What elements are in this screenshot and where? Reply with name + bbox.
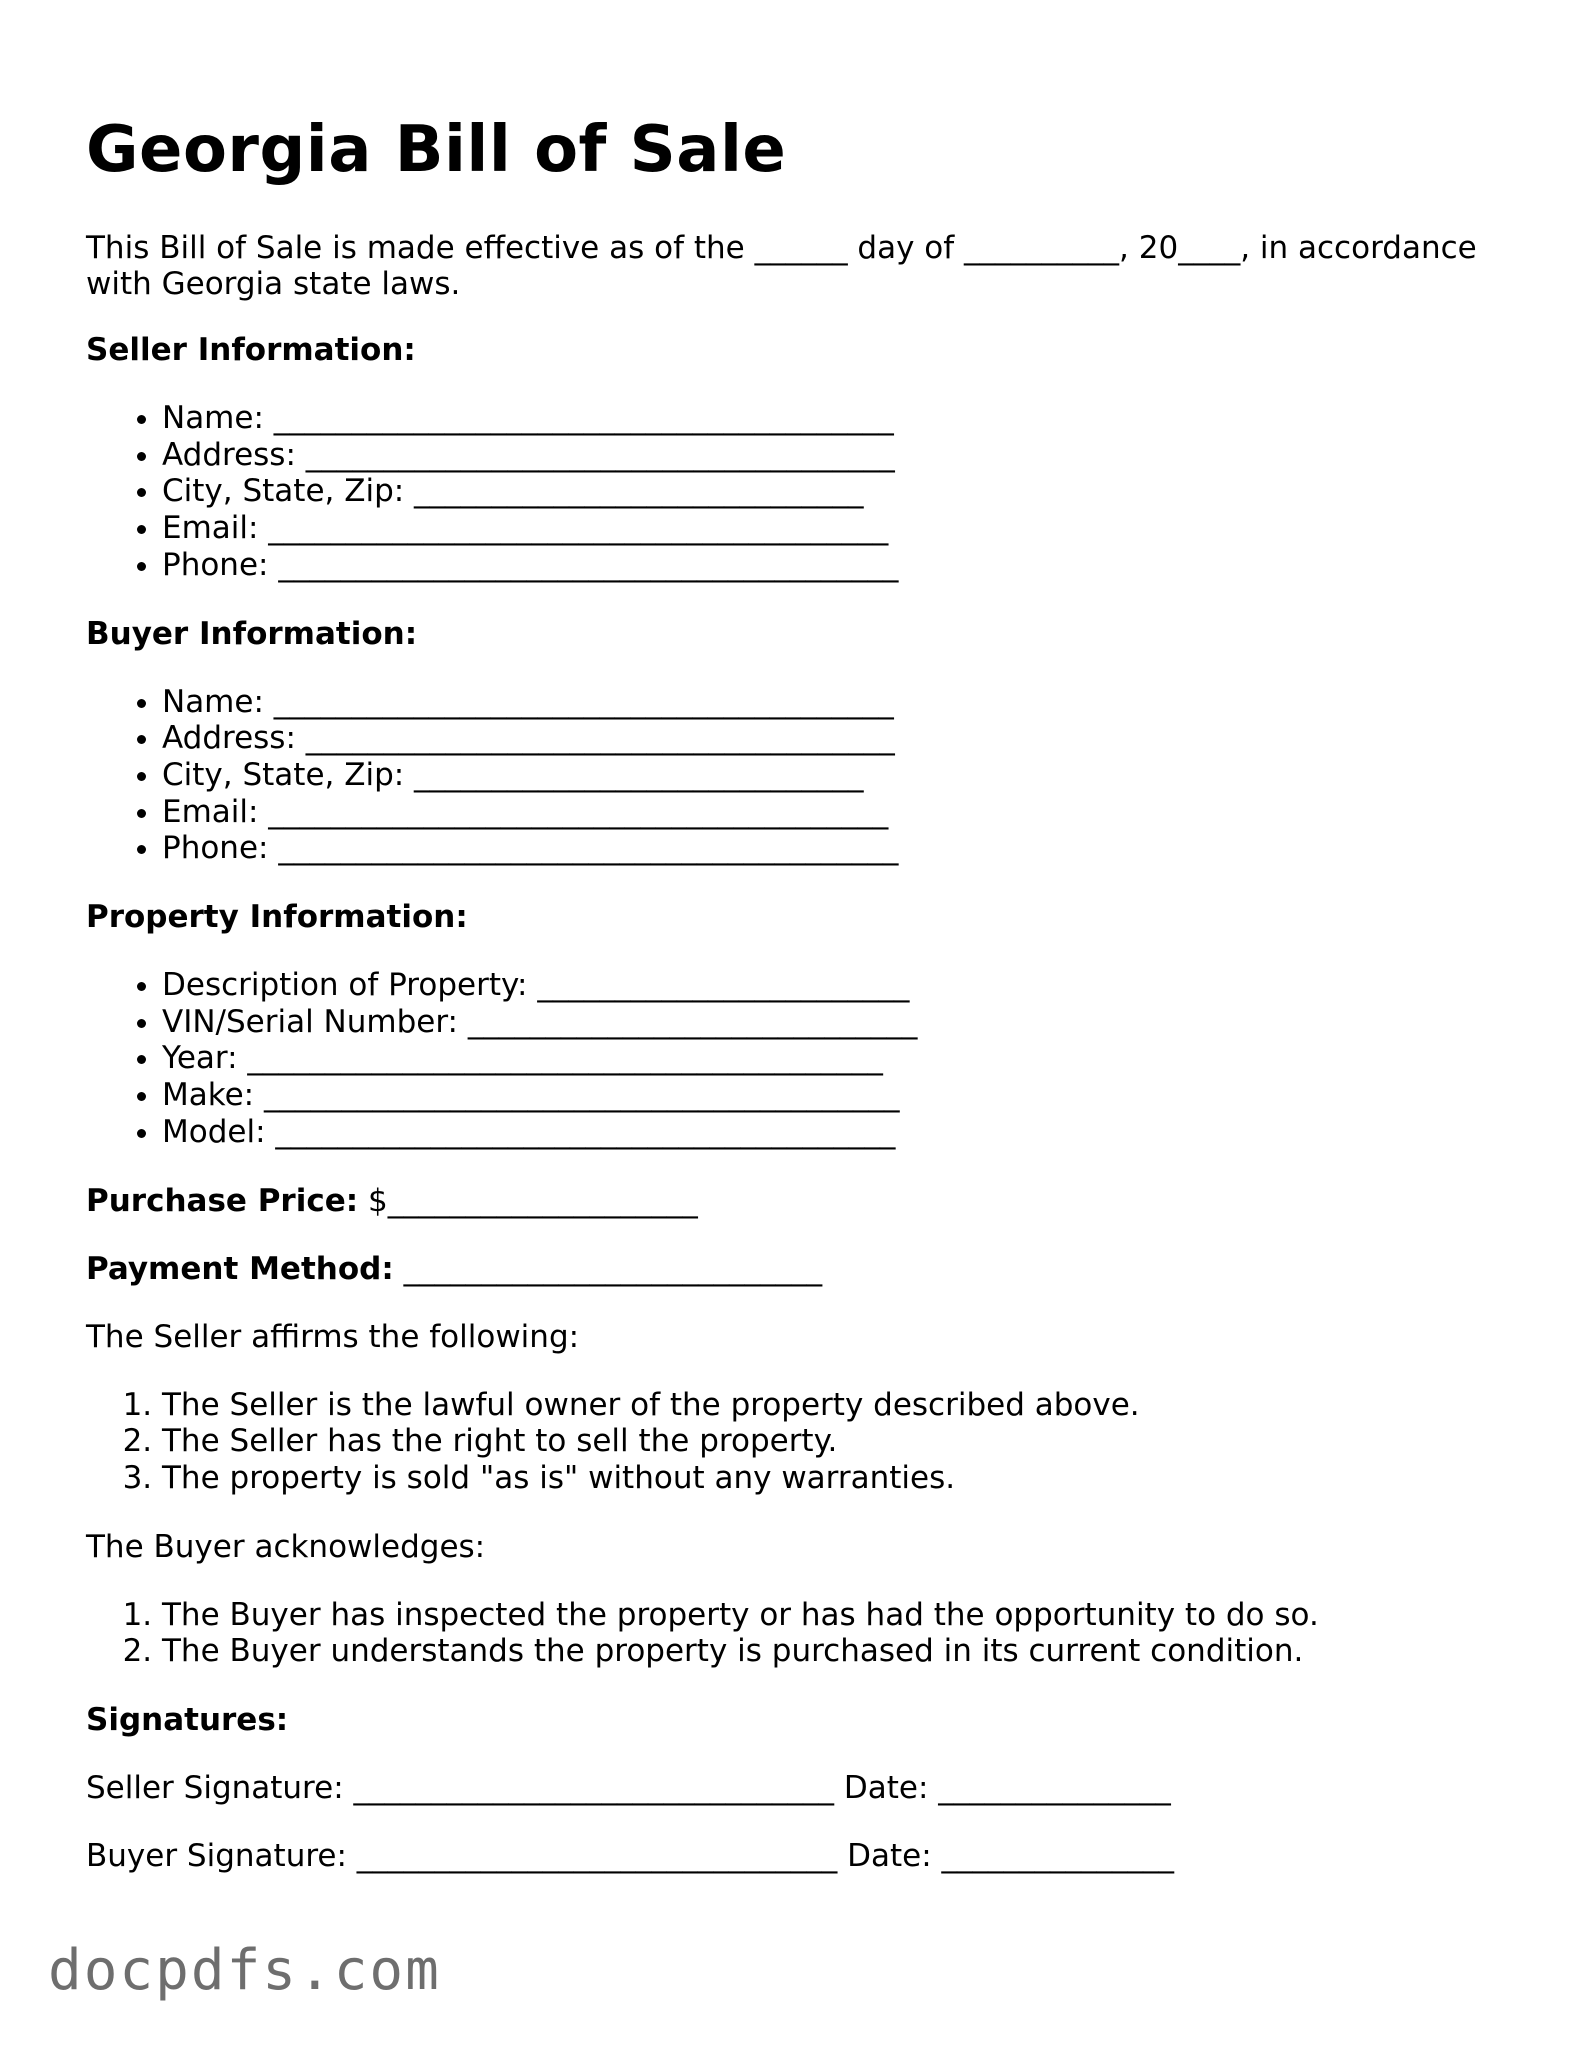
buyer-acknowledges-intro: The Buyer acknowledges: xyxy=(86,1528,486,1565)
intro-paragraph xyxy=(86,230,1486,302)
buyer-email-field: • Email: ________________________________________ xyxy=(162,794,1486,831)
seller-affirms-list xyxy=(86,1387,1486,1497)
intro-line-1: This Bill of Sale is made effective as of the ______ day of __________, 20____, in accordance xyxy=(86,230,1477,266)
purchase-price-label: Purchase Price: xyxy=(86,1182,359,1219)
buyer-acknowledge-item: 2. The Buyer understands the property is purchased in its current condition. xyxy=(162,1633,1486,1670)
payment-method-blank: ___________________________ xyxy=(393,1250,823,1287)
buyer-fields-list xyxy=(86,684,1486,868)
buyer-city-state-zip-field: • City, State, Zip: _____________________________ xyxy=(162,757,1486,794)
purchase-price-blank: $____________________ xyxy=(358,1182,698,1219)
seller-affirm-item: 1. The Seller is the lawful owner of the property described above. xyxy=(162,1387,1486,1424)
property-description-field: • Description of Property: ________________________ xyxy=(162,967,1486,1004)
seller-address-field: • Address: ______________________________________ xyxy=(162,437,1486,474)
seller-affirm-item: 2. The Seller has the right to sell the property. xyxy=(162,1423,1486,1460)
property-heading: Property Information: xyxy=(86,899,468,936)
seller-heading: Seller Information: xyxy=(86,332,416,368)
property-make-field: • Make: _________________________________________ xyxy=(162,1077,1486,1114)
payment-method-line xyxy=(86,1251,1486,1287)
property-model-field: • Model: ________________________________________ xyxy=(162,1114,1486,1151)
purchase-price-line xyxy=(86,1183,1486,1219)
buyer-address-field: • Address: ______________________________________ xyxy=(162,720,1486,757)
seller-affirm-item: 3. The property is sold "as is" without any warranties. xyxy=(162,1460,1486,1497)
watermark: docpdfs.com xyxy=(48,1938,441,2003)
seller-signature-line: Seller Signature: _______________________________ Date: _______________ xyxy=(86,1770,1171,1807)
seller-email-field: • Email: ________________________________________ xyxy=(162,510,1486,547)
buyer-acknowledge-item: 1. The Buyer has inspected the property or has had the opportunity to do so. xyxy=(162,1597,1486,1634)
payment-method-label: Payment Method: xyxy=(86,1250,394,1287)
seller-city-state-zip-field: • City, State, Zip: _____________________________ xyxy=(162,473,1486,510)
seller-phone-field: • Phone: ________________________________________ xyxy=(162,547,1486,584)
seller-name-field: • Name: ________________________________________ xyxy=(162,400,1486,437)
buyer-phone-field: • Phone: ________________________________________ xyxy=(162,830,1486,867)
document-page xyxy=(86,100,1486,1906)
buyer-signature-line: Buyer Signature: _______________________________ Date: _______________ xyxy=(86,1838,1175,1875)
buyer-acknowledges-list xyxy=(86,1597,1486,1670)
signatures-heading: Signatures: xyxy=(86,1702,289,1739)
seller-affirms-intro: The Seller affirms the following: xyxy=(86,1318,580,1355)
property-fields-list xyxy=(86,967,1486,1151)
intro-line-2: with Georgia state laws. xyxy=(86,266,461,302)
seller-fields-list xyxy=(86,400,1486,584)
buyer-heading: Buyer Information: xyxy=(86,615,418,652)
property-vin-field: • VIN/Serial Number: _____________________________ xyxy=(162,1004,1486,1041)
buyer-name-field: • Name: ________________________________________ xyxy=(162,684,1486,721)
property-year-field: • Year: _________________________________________ xyxy=(162,1040,1486,1077)
page-title: Georgia Bill of Sale xyxy=(86,113,787,187)
